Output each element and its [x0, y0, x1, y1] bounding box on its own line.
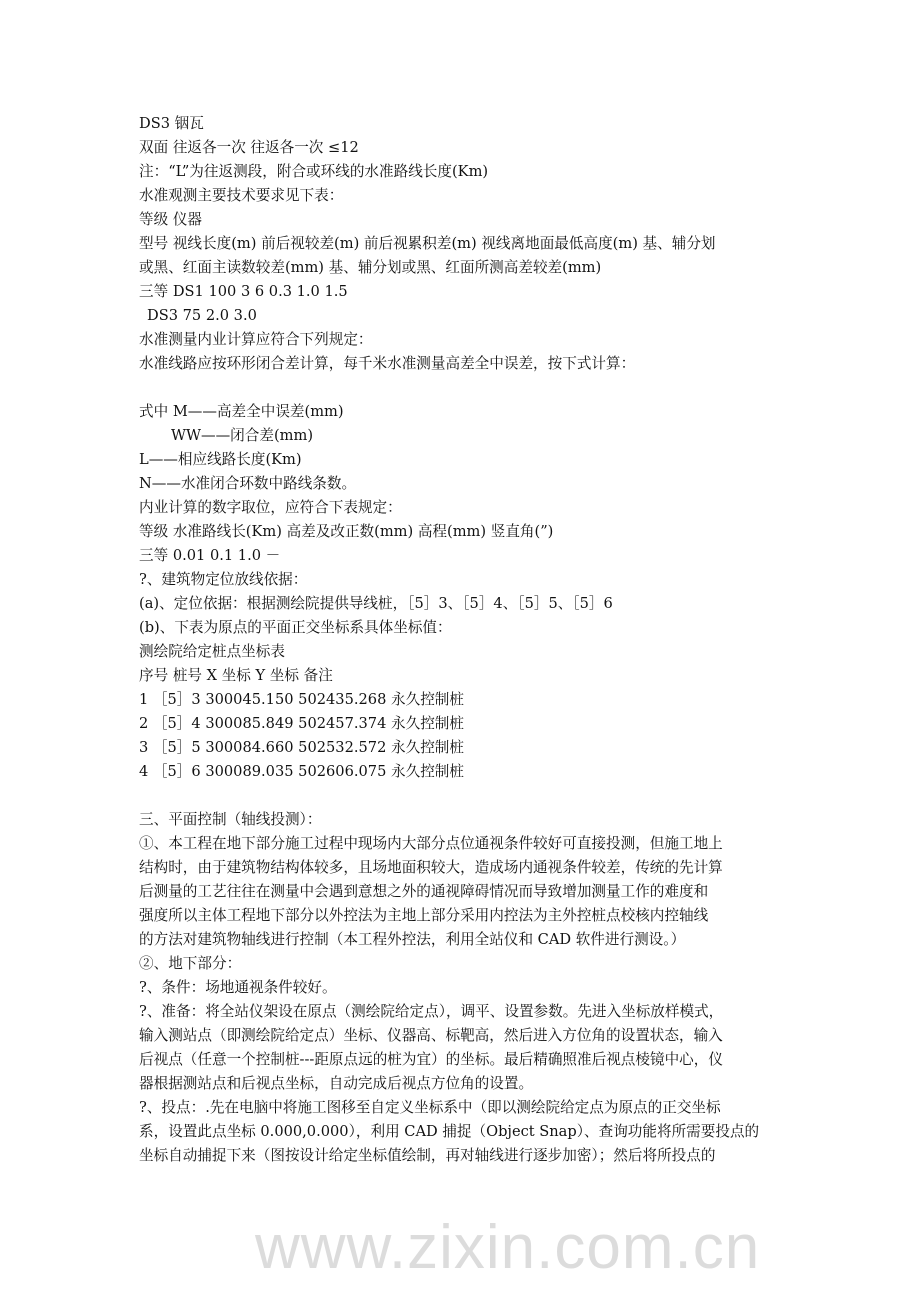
text-line: ?、建筑物定位放线依据：	[139, 571, 308, 588]
text-line: 注：“L”为往返测段，附合或环线的水准路线长度(Km)	[139, 163, 489, 180]
blank-line	[139, 376, 799, 400]
text-line: WW——闭合差(mm)	[171, 427, 314, 444]
text-line: 双面 往返各一次 往返各一次 ≤12	[139, 139, 359, 156]
text-line: 序号 桩号 X 坐标 Y 坐标 备注	[139, 667, 333, 684]
text-line: ?、条件：场地通视条件较好。	[139, 979, 337, 996]
text-line: 型号 视线长度(m) 前后视较差(m) 前后视累积差(m) 视线离地面最低高度(m) 基、辅分划	[139, 235, 716, 252]
text-line: 1 ［5］3 300045.150 502435.268 永久控制桩	[139, 691, 464, 708]
document-body	[139, 112, 799, 1168]
text-line: 3 ［5］5 300084.660 502532.572 永久控制桩	[139, 739, 464, 756]
text-line: 水准线路应按环形闭合差计算，每千米水准测量高差全中误差，按下式计算：	[139, 355, 636, 372]
text-line: DS3 75 2.0 3.0	[147, 307, 257, 324]
watermark: www.zixin.com.cn	[255, 1213, 761, 1282]
text-line: (a)、定位依据：根据测绘院提供导线桩，［5］3、［5］4、［5］5、［5］6	[139, 595, 613, 612]
text-line: 器根据测站点和后视点坐标，自动完成后视点方位角的设置。	[139, 1075, 534, 1092]
text-line: 系，设置此点坐标 0.000,0.000），利用 CAD 捕捉（Object Snap）、查询功能将所需要投点的	[139, 1123, 760, 1140]
text-line: 水准观测主要技术要求见下表：	[139, 187, 344, 204]
text-line: 式中 M——高差全中误差(mm)	[139, 403, 344, 420]
text-line: 等级 水准路线长(Km) 高差及改正数(mm) 高程(mm) 竖直角(”)	[139, 523, 554, 540]
text-line: 三等 0.01 0.1 1.0 －	[139, 547, 281, 564]
text-line: 水准测量内业计算应符合下列规定：	[139, 331, 373, 348]
text-line: 测绘院给定桩点坐标表	[139, 643, 285, 660]
text-line: ②、地下部分：	[139, 955, 242, 972]
text-line: 的方法对建筑物轴线进行控制（本工程外控法，利用全站仪和 CAD 软件进行测设。）	[139, 931, 686, 948]
text-line: 内业计算的数字取位，应符合下表规定：	[139, 499, 402, 516]
text-line: ①、本工程在地下部分施工过程中现场内大部分点位通视条件较好可直接投测，但施工地上	[139, 835, 723, 852]
text-line: 强度所以主体工程地下部分以外控法为主地上部分采用内控法为主外控桩点校核内控轴线	[139, 907, 709, 924]
text-line: ?、准备：将全站仪架设在原点（测绘院给定点），调平、设置参数。先进入坐标放样模式，	[139, 1003, 724, 1020]
text-line: 输入测站点（即测绘院给定点）坐标、仪器高、标靶高，然后进入方位角的设置状态，输入	[139, 1027, 723, 1044]
text-line: 4 ［5］6 300089.035 502606.075 永久控制桩	[139, 763, 464, 780]
text-line: 后测量的工艺往往在测量中会遇到意想之外的通视障碍情况而导致增加测量工作的难度和	[139, 883, 709, 900]
text-line: 三等 DS1 100 3 6 0.3 1.0 1.5	[139, 283, 348, 300]
text-line: 后视点（任意一个控制桩---距原点远的桩为宜）的坐标。最后精确照准后视点棱镜中心，仪	[139, 1051, 723, 1068]
text-line: L——相应线路长度(Km)	[139, 451, 302, 468]
blank-line	[139, 784, 799, 808]
text-line: 三、平面控制（轴线投测）：	[139, 811, 322, 828]
text-line: 结构时，由于建筑物结构体较多，且场地面积较大，造成场内通视条件较差，传统的先计算	[139, 859, 723, 876]
text-line: N——水准闭合环数中路线条数。	[139, 475, 357, 492]
text-line: DS3 铟瓦	[139, 115, 204, 132]
text-line: 2 ［5］4 300085.849 502457.374 永久控制桩	[139, 715, 464, 732]
text-line: (b)、下表为原点的平面正交坐标系具体坐标值：	[139, 619, 452, 636]
text-line: 或黑、红面主读数较差(mm) 基、辅分划或黑、红面所测高差较差(mm)	[139, 259, 602, 276]
text-line: 等级 仪器	[139, 211, 203, 228]
text-line: 坐标自动捕捉下来（图按设计给定坐标值绘制，再对轴线进行逐步加密）；然后将所投点的	[139, 1147, 716, 1164]
text-line: ?、投点：.先在电脑中将施工图移至自定义坐标系中（即以测绘院给定点为原点的正交坐标	[139, 1099, 721, 1116]
